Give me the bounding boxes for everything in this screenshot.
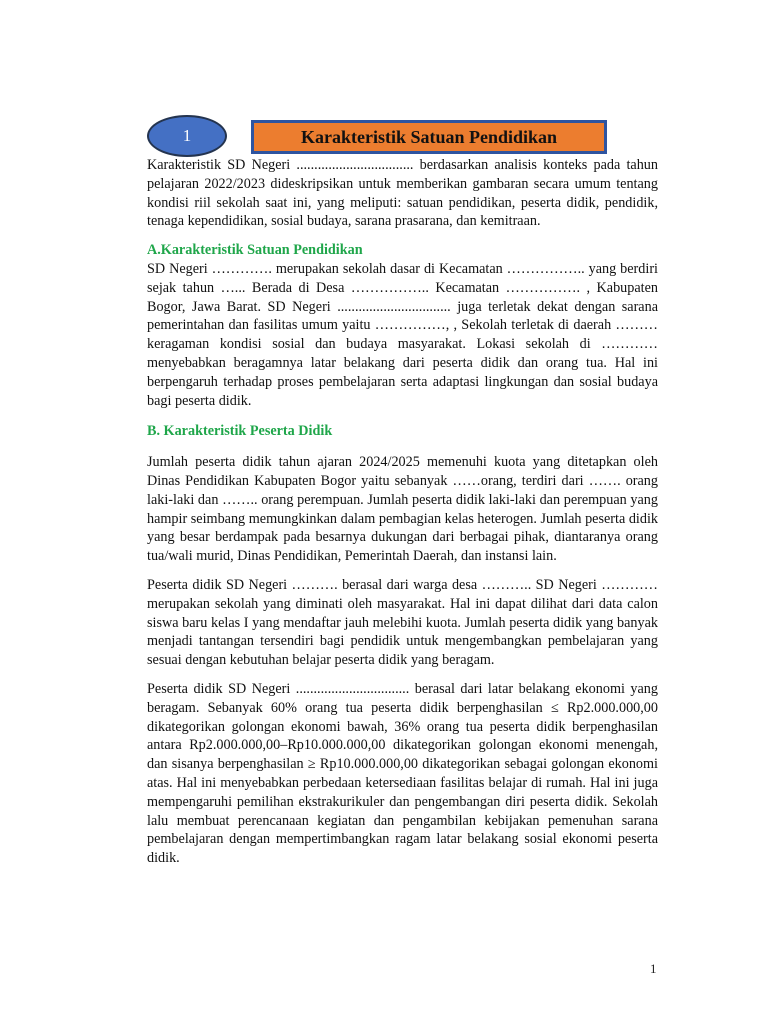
chapter-title: Karakteristik Satuan Pendidikan — [300, 126, 558, 147]
intro-paragraph: Karakteristik SD Negeri ................................. berdasarkan analisis konteks pada tahun pelajaran 2022/2023 dideskripsikan untuk memberikan gambaran secara umum tentang kondisi riil sekolah saat ini, yang meliputi: satuan pendidikan, peserta didik, pendidik, tenaga kependidikan, sosial budaya, sarana prasarana, dan kemitraan. — [147, 157, 658, 230]
section-number: 1 — [182, 126, 192, 145]
page-number: 1 — [650, 961, 657, 976]
document-body — [147, 156, 658, 868]
section-a-heading: A.Karakteristik Satuan Pendidikan — [147, 242, 363, 259]
section-a-paragraph: SD Negeri …………. merupakan sekolah dasar di Kecamatan …………….. yang berdiri sejak tahun …... Berada di Desa …………….. Kecamatan ……………. , Kabupaten Bogor, Jawa Barat. SD Negeri ................................ juga terletak dekat dengan sarana pemerintahan dan fasilitas umum yaitu ……………, , Sekolah terletak di daerah ……… keragaman kondisi sosial dan budaya masyarakat. Lokasi sekolah di ………… menyebabkan beragamnya latar belakang dari peserta didik dan orang tua. Hal ini berpengaruh terhadap proses pembelajaran serta adaptasi lingkungan dan sosial budaya bagi peserta didik. — [147, 260, 658, 409]
section-number-badge — [147, 115, 227, 157]
section-b-paragraph-1: Jumlah peserta didik tahun ajaran 2024/2025 memenuhi kuota yang ditetapkan oleh Dinas Pendidikan Kabupaten Bogor yaitu sebanyak ……orang, terdiri dari ……. orang laki-laki dan …….. orang perempuan. Jumlah peserta didik laki-laki dan perempuan yang hampir seimbang memungkinkan dalam pembagian kelas heterogen. Jumlah peserta didik yang besar berdampak pada besarnya dukungan dari berbagai pihak, diantaranya orang tua/wali murid, Dinas Pendidikan, Pemerintah Daerah, dan instansi lain. — [147, 454, 658, 565]
section-b-paragraph-3: Peserta didik SD Negeri ................................ berasal dari latar belakang ekonomi yang beragam. Sebanyak 60% orang tua peserta didik berpenghasilan ≤ Rp2.000.000,00 dikategorikan golongan ekonomi bawah, 36% orang tua peserta didik berpenghasilan antara Rp2.000.000,00–Rp10.000.000,00 dikategorikan golongan ekonomi menengah, dan sisanya berpenghasilan ≥ Rp10.000.000,00 dikategorikan sebagai golongan ekonomi atas. Hal ini menyebabkan perbedaan ketersediaan fasilitas belajar di rumah. Hal ini juga mempengaruhi pemilihan ekstrakurikuler dan pengembangan diri peserta didik. Sekolah lalu membuat perencanaan kegiatan dan pengambilan kebijakan pemenuhan sarana pembelajaran dengan mempertimbangkan ragam latar belakang sosial ekonomi peserta didik. — [147, 680, 658, 867]
section-b-paragraph-2: Peserta didik SD Negeri ………. berasal dari warga desa ……….. SD Negeri ………… merupakan sekolah yang diminati oleh masyarakat. Hal ini dapat dilihat dari data calon siswa baru kelas I yang mendaftar jauh melebihi kuota. Jumlah peserta didik yang banyak menjadi tantangan tersendiri bagi pendidik untuk mengembangkan pembelajaran yang sesuai dengan kebutuhan belajar peserta didik yang beragam. — [147, 576, 658, 669]
chapter-title-box — [251, 120, 607, 154]
section-b-heading: B. Karakteristik Peserta Didik — [147, 423, 333, 440]
